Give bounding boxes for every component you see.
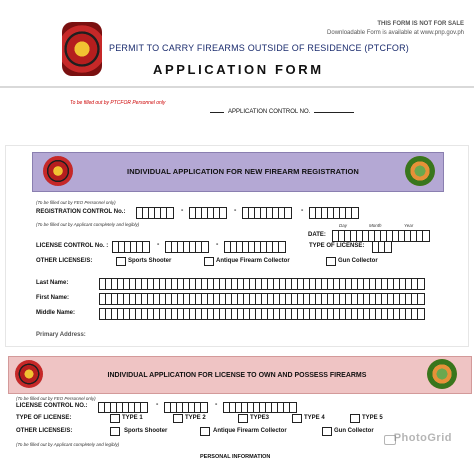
not-for-sale-text: THIS FORM IS NOT FOR SALE — [377, 21, 464, 27]
sports-shooter-checkbox[interactable] — [110, 427, 120, 436]
feo-personnel-note: (To be filled out by FEO Personnel only) — [36, 200, 116, 205]
feo-seal-icon — [427, 359, 457, 389]
license-control-label: LICENSE CONTROL NO.: — [16, 403, 88, 409]
gun-collector-label: Gun Collector — [338, 258, 378, 264]
pnp-logo — [62, 22, 102, 76]
primary-address-label: Primary Address: — [36, 332, 86, 338]
form-notice — [327, 20, 464, 38]
first-name-input[interactable] — [99, 293, 425, 305]
type-2-label: TYPE 2 — [185, 415, 206, 421]
new-firearm-registration-form — [6, 146, 468, 346]
first-name-label: First Name: — [36, 295, 70, 301]
sports-shooter-checkbox[interactable] — [116, 257, 126, 266]
own-possess-title: INDIVIDUAL APPLICATION FOR LICENSE TO OWN AND POSSESS FIREARMS — [107, 372, 367, 379]
antique-collector-label: Antique Firearm Collector — [213, 428, 287, 434]
personal-information-heading: PERSONAL INFORMATION — [200, 454, 271, 460]
own-possess-header — [8, 356, 472, 394]
type-4-label: TYPE 4 — [304, 415, 325, 421]
registration-control-input-3[interactable] — [242, 207, 292, 219]
registration-control-input-2[interactable] — [189, 207, 227, 219]
antique-collector-checkbox[interactable] — [204, 257, 214, 266]
download-info-text: Downloadable Form is available at www.pnp.gov.ph — [327, 30, 464, 36]
application-form-title: APPLICATION FORM — [153, 62, 324, 77]
application-control-label: APPLICATION CONTROL NO. — [228, 109, 311, 115]
control-prefix-line — [210, 112, 224, 113]
other-license-label: OTHER LICENSE/S: — [16, 428, 73, 434]
application-control-field — [210, 109, 354, 115]
dash-separator: - — [157, 241, 160, 248]
own-and-possess-form — [0, 352, 474, 474]
photogrid-watermark: PhotoGrid — [393, 432, 452, 444]
date-year-caption: Year — [404, 223, 414, 228]
middle-name-input[interactable] — [99, 308, 425, 320]
registration-control-label: REGISTRATION CONTROL No.: — [36, 209, 126, 215]
type-4-checkbox[interactable] — [292, 414, 302, 423]
last-name-label: Last Name: — [36, 280, 69, 286]
type-3-checkbox[interactable] — [238, 414, 248, 423]
other-license-label: OTHER LICENSE/S: — [36, 258, 93, 264]
application-control-input[interactable] — [314, 112, 354, 113]
gun-collector-checkbox[interactable] — [326, 257, 336, 266]
registration-header — [32, 152, 444, 192]
license-control-input-1[interactable] — [112, 241, 150, 253]
ptcfor-application-form — [0, 0, 474, 146]
date-day-caption: Day — [339, 223, 348, 228]
feo-personnel-note: (To be filled out by FEO Personnel only) — [16, 396, 96, 401]
dash-separator: - — [216, 241, 219, 248]
license-control-input-1[interactable] — [98, 402, 148, 413]
gun-collector-checkbox[interactable] — [322, 427, 332, 436]
sports-shooter-label: Sports Shooter — [128, 258, 172, 264]
license-control-input-2[interactable] — [164, 402, 208, 413]
type-2-checkbox[interactable] — [173, 414, 183, 423]
applicant-note: (To be filled out by Applicant completely and legibly) — [36, 222, 140, 227]
applicant-note: (To be filled out by Applicant completely and legibly) — [16, 442, 120, 447]
license-control-label: LICENSE CONTROL No. : — [36, 243, 109, 249]
registration-title: INDIVIDUAL APPLICATION FOR NEW FIREARM REGISTRATION — [127, 167, 359, 176]
dash-separator: - — [234, 207, 237, 214]
header-divider — [0, 86, 474, 88]
sports-shooter-label: Sports Shooter — [124, 428, 168, 434]
antique-collector-checkbox[interactable] — [200, 427, 210, 436]
pnp-seal-icon — [15, 360, 43, 388]
middle-name-label: Middle Name: — [36, 310, 76, 316]
type-3-label: TYPE3 — [250, 415, 270, 421]
type-of-license-label: TYPE OF LICENSE: — [16, 415, 72, 421]
dash-separator: - — [215, 401, 218, 408]
dash-separator: - — [301, 207, 304, 214]
permit-title: PERMIT TO CARRY FIREARMS OUTSIDE OF RESIDENCE (PTCFOR) — [109, 43, 409, 53]
license-control-input-3[interactable] — [223, 402, 297, 413]
license-control-input-2[interactable] — [165, 241, 209, 253]
last-name-input[interactable] — [99, 278, 425, 290]
registration-control-input-4[interactable] — [309, 207, 359, 219]
type-of-license-input[interactable] — [372, 241, 392, 253]
date-month-caption: Month — [369, 223, 382, 228]
date-label: DATE: — [308, 232, 326, 238]
dash-separator: - — [156, 401, 159, 408]
pnp-seal-icon — [43, 156, 73, 186]
registration-control-input-1[interactable] — [136, 207, 174, 219]
type-1-checkbox[interactable] — [110, 414, 120, 423]
type-5-label: TYPE 5 — [362, 415, 383, 421]
type-1-label: TYPE 1 — [122, 415, 143, 421]
gun-collector-label: Gun Collector — [334, 428, 374, 434]
feo-seal-icon — [405, 156, 435, 186]
type-5-checkbox[interactable] — [350, 414, 360, 423]
antique-collector-label: Antique Firearm Collector — [216, 258, 290, 264]
type-of-license-label: TYPE OF LICENSE: — [309, 243, 365, 249]
dash-separator: - — [181, 207, 184, 214]
license-control-input-3[interactable] — [224, 241, 286, 253]
ptcfor-personnel-note: To be filled out by PTCFOR Personnel only — [70, 100, 166, 106]
